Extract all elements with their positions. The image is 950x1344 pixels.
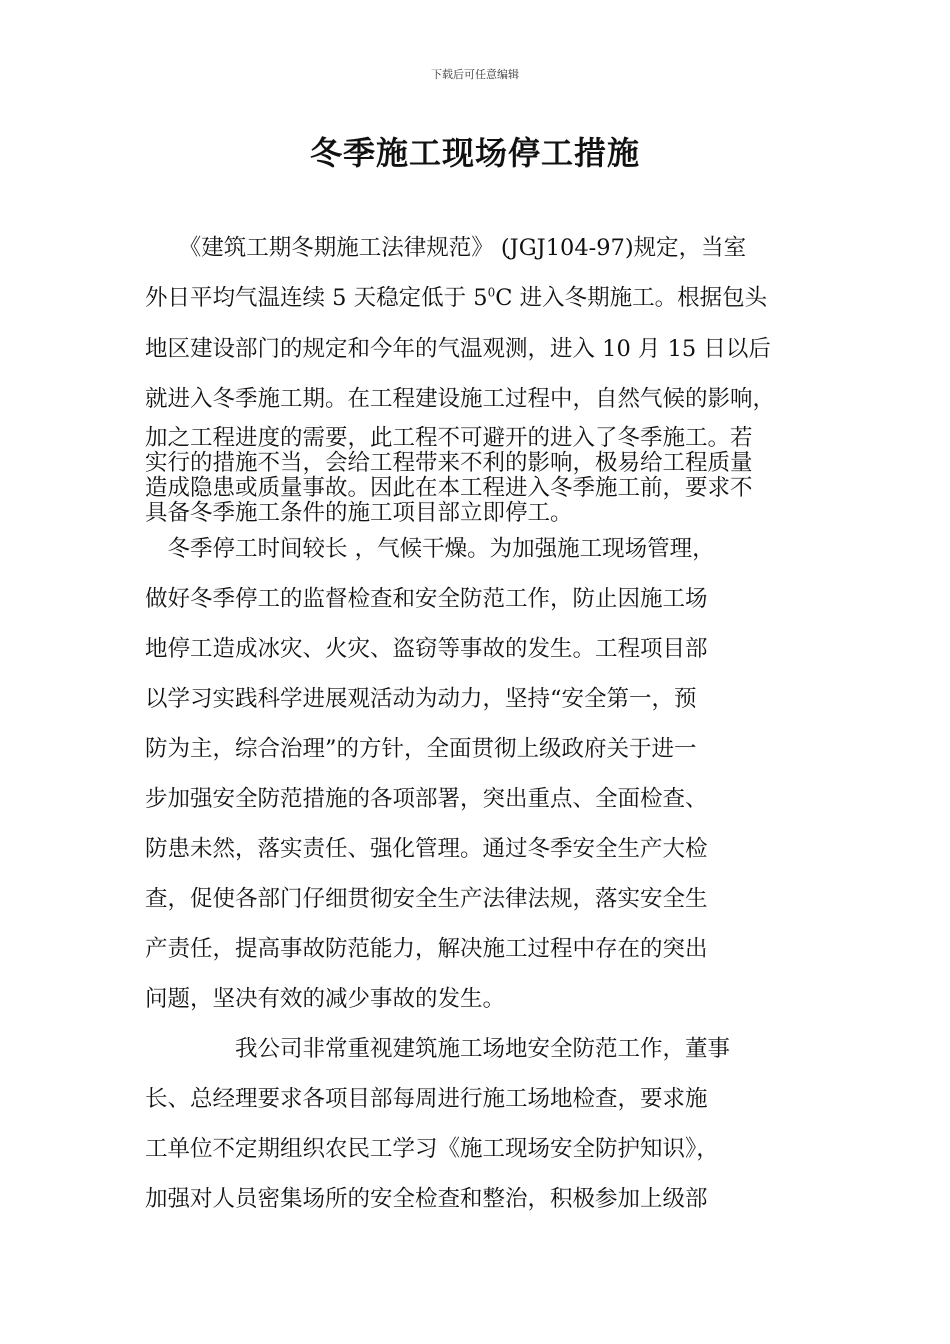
paragraph-line: 造成隐患或质量事故。因此在本工程进入冬季施工前，要求不 bbox=[145, 475, 753, 501]
paragraph-line bbox=[145, 283, 767, 313]
paragraph-line: 实行的措施不当，会给工程带来不利的影响，极易给工程质量 bbox=[145, 450, 753, 476]
paragraph-line: 加强对人员密集场所的安全检查和整治，积极参加上级部 bbox=[145, 1186, 708, 1212]
paragraph-line: 防患未然，落实责任、强化管理。通过冬季安全生产大检 bbox=[145, 836, 708, 862]
paragraph-line: 以学习实践科学进展观活动为动力，坚持“安全第一，预 bbox=[145, 686, 697, 712]
paragraph-line: 加之工程进度的需要，此工程不可避开的进入了冬季施工。若 bbox=[145, 425, 753, 451]
paragraph-line: 《建筑工期冬期施工法律规范》 (JGJ104-97)规定，当室 bbox=[145, 235, 747, 261]
paragraph-line-text: 外日平均气温连续 5 天稳定低于 5 bbox=[145, 285, 488, 311]
paragraph-line: 查，促使各部门仔细贯彻安全生产法律法规，落实安全生 bbox=[145, 886, 708, 912]
paragraph-line: 冬季停工时间较长 ，气候干燥。为加强施工现场管理， bbox=[145, 536, 715, 562]
paragraph-line: 步加强安全防范措施的各项部署，突出重点、全面检查、 bbox=[145, 786, 708, 812]
paragraph-line: 具备冬季施工条件的施工项目部立即停工。 bbox=[145, 500, 573, 526]
paragraph-line: 长、总经理要求各项目部每周进行施工场地检查，要求施 bbox=[145, 1086, 708, 1112]
paragraph-line: 地区建设部门的规定和今年的气温观测，进入 10 月 15 日以后 bbox=[145, 336, 771, 362]
paragraph-line: 产责任，提高事故防范能力，解决施工过程中存在的突出 bbox=[145, 936, 708, 962]
paragraph-line: 做好冬季停工的监督检查和安全防范工作，防止因施工场 bbox=[145, 586, 708, 612]
paragraph-line: 工单位不定期组织农民工学习《施工现场安全防护知识》， bbox=[145, 1136, 719, 1162]
document-title: 冬季施工现场停工措施 bbox=[309, 134, 640, 172]
degree-superscript: 0 bbox=[487, 285, 496, 300]
paragraph-line: 问题，坚决有效的减少事故的发生。 bbox=[145, 986, 506, 1012]
paragraph-line: 防为主，综合治理”的方针，全面贯彻上级政府关于进一 bbox=[145, 736, 697, 762]
paragraph-line: 我公司非常重视建筑施工场地安全防范工作，董事 bbox=[145, 1036, 731, 1062]
paragraph-line: 就进入冬季施工期。在工程建设施工过程中，自然气候的影响， bbox=[145, 386, 776, 412]
paragraph-line-text: C 进入冬期施工。根据包头 bbox=[495, 285, 768, 311]
header-note: 下载后可任意编辑 bbox=[431, 68, 519, 81]
paragraph-line: 地停工造成冰灾、火灾、盗窃等事故的发生。工程项目部 bbox=[145, 636, 708, 662]
